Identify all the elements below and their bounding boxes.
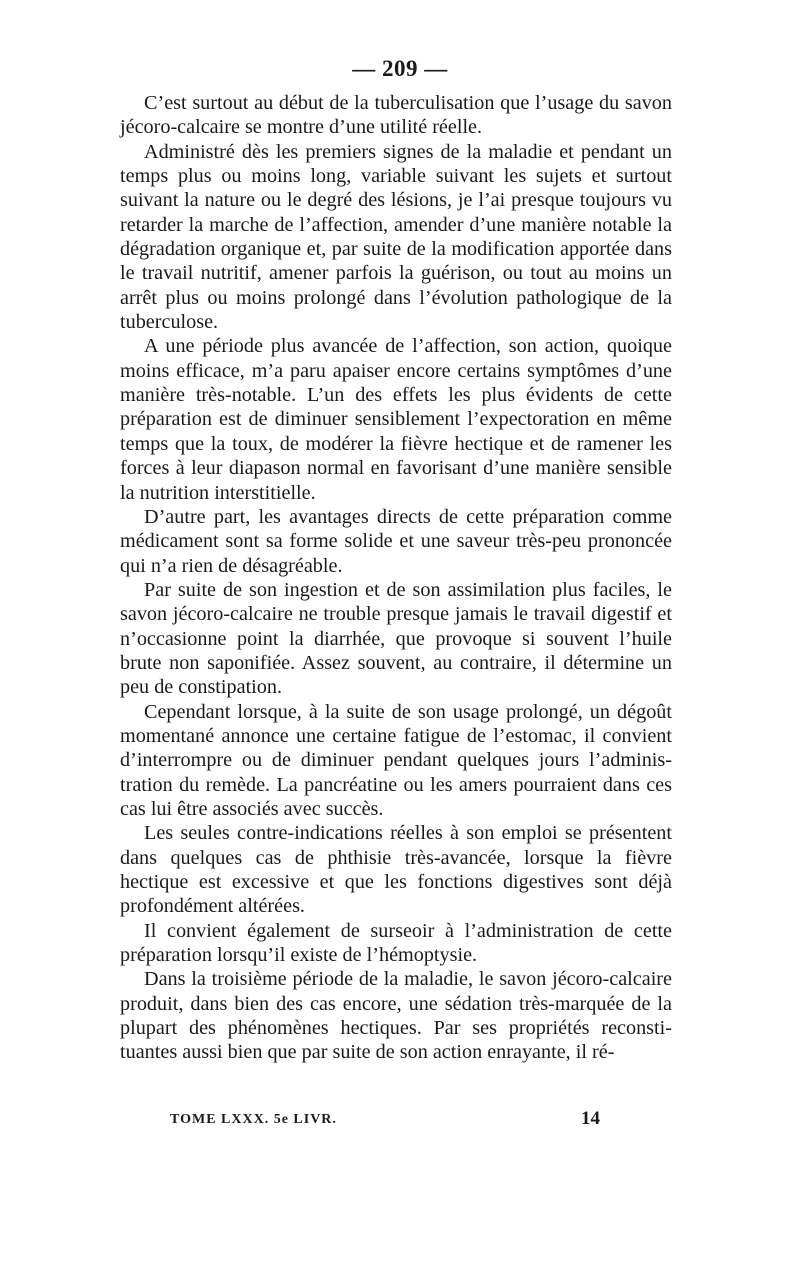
paragraph-4: D’autre part, les avantages directs de cette préparation comme médicament sont sa forme solide et une saveur très-peu prononcée qui n’a rien de désagréable. (120, 505, 672, 577)
paragraph-7: Les seules contre-indications réelles à son emploi se présentent dans quelques cas de phthisie très-avancée, lorsque la fièvre hectique est excessive et que les fonctions digestives sont déjà profondément altérées. (120, 822, 672, 918)
signature-mark: TOME LXXX. 5e LIVR. (170, 1112, 337, 1127)
paragraph-1: C’est surtout au début de la tuberculisation que l’usage du savon jécoro-calcaire se montre d’une utilité réelle. (120, 92, 672, 139)
paragraph-9: Dans la troisième période de la maladie, le savon jécoro-calcaire produit, dans bien des cas encore, une sédation très-marquée de la plupart des phénomènes hectiques. Par ses propriétés reconstituantes aussi bien que par suite de son action enrayante, il ré- (120, 968, 672, 1064)
page-number: — 209 — (352, 56, 448, 81)
body-text (120, 91, 672, 1065)
paragraph-5: Par suite de son ingestion et de son assimilation plus faciles, le savon jécoro-calcaire ne trouble presque jamais le travail digestif et n’occasionne point la diarrhée, que provoque si souvent l’huile brute non saponifiée. Assez souvent, au contraire, il détermine un peu de constipation. (120, 578, 672, 699)
paragraph-2: Administré dès les premiers signes de la maladie et pendant un temps plus ou moins long, variable suivant les sujets et surtout suivant la nature ou le degré des lésions, je l’ai presque toujours vu retarder la marche de l’affection, amender d’une manière notable la dégradation organique et, par suite de la modification apportée dans le travail nutritif, amener parfois la guérison, ou tout au moins un arrêt plus ou moins prolongé dans l’évolution pathologique de la tuberculose. (120, 140, 672, 334)
paragraph-3: A une période plus avancée de l’affection, son action, quoique moins efficace, m’a paru apaiser encore certains symptômes d’une manière très-notable. L’un des effets les plus évidents de cette préparation est de diminuer sensiblement l’expectoration en même temps que la toux, de modérer la fièvre hectique et de ramener les forces à leur diapason normal en favorisant d’une manière sensible la nutrition interstitielle. (120, 335, 672, 504)
paragraph-8: Il convient également de surseoir à l’administration de cette préparation lorsqu’il existe de l’hémoptysie. (120, 919, 672, 967)
paragraph-6: Cependant lorsque, à la suite de son usage prolongé, un dégoût momentané annonce une certaine fatigue de l’estomac, il convient d’interrompre ou de diminuer pendant quelques jours l’administration du remède. La pancréatine ou les amers pourraient dans ces cas lui être associés avec succès. (120, 700, 672, 820)
page-footer (170, 1108, 600, 1132)
sheet-number: 14 (581, 1108, 600, 1129)
